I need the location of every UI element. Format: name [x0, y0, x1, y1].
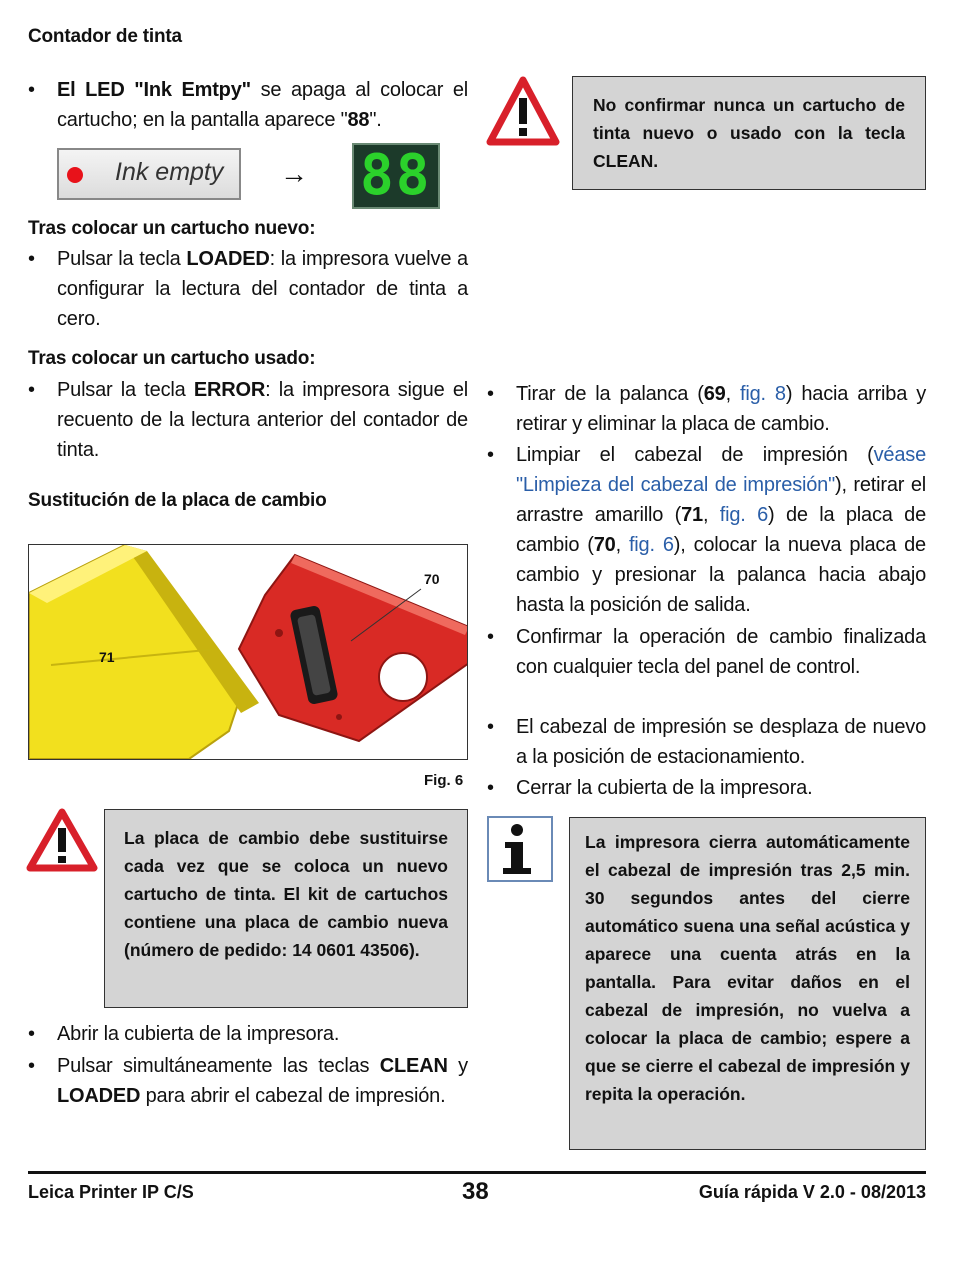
list-item: • Pulsar la tecla ERROR: la impresora sigue el recuento de la lectura anterior del contador de tinta.	[28, 375, 468, 465]
figure-6-illustration	[29, 545, 468, 760]
warning-note-plate: La placa de cambio debe sustituirse cada vez que se coloca un nuevo cartucho de tinta. El kit de cartuchos contiene una placa de cambio nueva (número de pedido: 14 0601 43506).	[104, 809, 468, 1008]
footer-divider	[28, 1171, 926, 1174]
bullet: •	[487, 444, 494, 466]
link-fig-6[interactable]: fig. 6	[628, 534, 674, 556]
list-item: • Tirar de la palanca (69, fig. 8) hacia arriba y retirar y eliminar la placa de cambio.	[487, 379, 926, 439]
list-item: • Confirmar la operación de cambio finalizada con cualquier tecla del panel de control.	[487, 622, 926, 682]
bullet: •	[28, 248, 35, 270]
list-item: • Pulsar simultáneamente las teclas CLEAN y LOADED para abrir el cabezal de impresión.	[28, 1051, 468, 1111]
bullet: •	[28, 79, 35, 101]
footer-version: Guía rápida V 2.0 - 08/2013	[698, 1182, 926, 1202]
figure-label-71: 71	[99, 649, 115, 665]
list-item: • Cerrar la cubierta de la impresora.	[487, 773, 926, 803]
red-led-icon	[67, 167, 83, 183]
ink-empty-led-panel	[57, 148, 241, 200]
list-item: • Limpiar el cabezal de impresión (véase "Limpieza del cabezal de impresión"), retirar el arrastre amarillo (71, fig. 6) de la placa de cambio (70, fig. 6), colocar la nueva placa de cambio y presionar la palanca hacia abajo hasta la posición de salida.	[487, 440, 926, 620]
section-heading-ink-counter: Contador de tinta	[28, 26, 182, 47]
list-item: • El LED "Ink Emtpy" se apaga al colocar el cartucho; en la pantalla aparece "88".	[28, 75, 468, 135]
bullet: •	[28, 1023, 35, 1045]
warning-icon	[26, 808, 98, 872]
list-item: • El cabezal de impresión se desplaza de nuevo a la posición de estacionamiento.	[487, 712, 926, 772]
bullet: •	[487, 626, 494, 648]
link-fig-6[interactable]: fig. 6	[719, 504, 769, 526]
bullet: •	[487, 716, 494, 738]
bullet: •	[487, 777, 494, 799]
list-item: • Abrir la cubierta de la impresora.	[28, 1019, 468, 1049]
figure-caption: Fig. 6	[424, 772, 464, 789]
figure-label-70: 70	[424, 571, 440, 587]
info-icon	[487, 816, 553, 882]
display-value: 88	[360, 143, 432, 208]
bullet: •	[28, 379, 35, 401]
led-label: Ink empty	[115, 158, 224, 186]
seven-segment-display	[352, 143, 440, 209]
link-cleaning-section[interactable]: véase "Limpieza del cabezal de impresión"	[516, 444, 926, 496]
bullet: •	[28, 1055, 35, 1077]
list-item: • Pulsar la tecla LOADED: la impresora vuelve a configurar la lectura del contador de tinta a cero.	[28, 244, 468, 334]
link-fig-8[interactable]: fig. 8	[739, 383, 786, 405]
section-heading-plate-replacement: Sustitución de la placa de cambio	[28, 490, 327, 511]
bullet: •	[487, 383, 494, 405]
figure-6	[28, 544, 468, 760]
footer-product: Leica Printer IP C/S	[28, 1182, 194, 1202]
info-note-auto-close: La impresora cierra automáticamente el cabezal de impresión tras 2,5 min. 30 segundos antes del cierre automático suena una señal acústica y aparece una cuenta atrás en la pantalla. Para evitar daños en el cabezal de impresión, no vuelva a colocar la placa de cambio; espere a que se cierre el cabezal de impresión y repita la operación.	[569, 817, 926, 1150]
section-heading-new-cartridge: Tras colocar un cartucho nuevo:	[28, 218, 316, 239]
arrow-right-icon: →	[280, 158, 308, 189]
section-heading-used-cartridge: Tras colocar un cartucho usado:	[28, 348, 316, 369]
warning-note-clean: No confirmar nunca un cartucho de tinta nuevo o usado con la tecla CLEAN.	[572, 76, 926, 190]
warning-icon	[486, 76, 560, 146]
page-number: 38	[462, 1178, 489, 1205]
